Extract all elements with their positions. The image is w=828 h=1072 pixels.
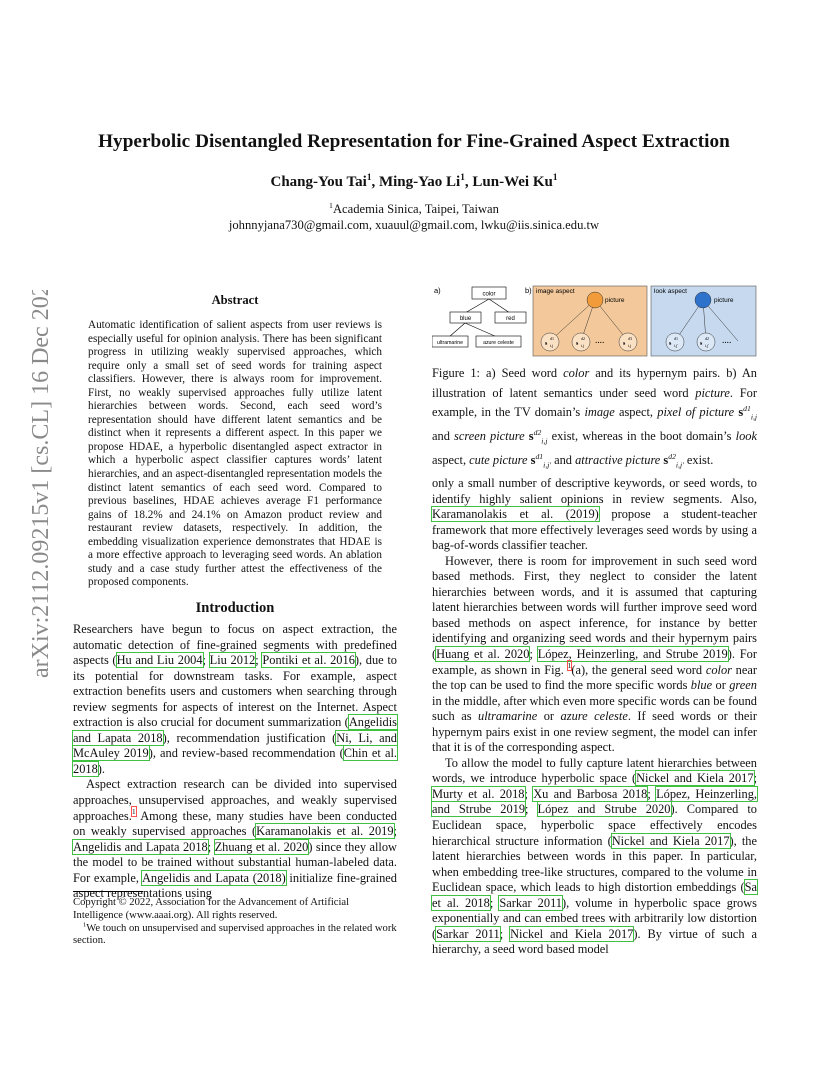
citation-link[interactable]: Zhuang et al. 2020 [214, 839, 309, 854]
arxiv-stamp [18, 290, 58, 680]
citation-link[interactable]: Nickel and Kiela 2017 [510, 926, 634, 941]
copyright-note: Copyright © 2022, Association for the Advancement of Artificial Intelligence (www.aaai.org). All rights reserved. [73, 897, 350, 921]
right-paragraph-3: To allow the model to fully capture latent hierarchies between words, we introduce hyperbolic space (Nickel and Kiela 2017; Murty et al. 2018; Xu and Barbosa 2018; López, Heinzerling, and Strube 2019; López and Strube 2020). Compared to Euclidean space, hyperbolic space effectively encodes hierarchical structure information (Nickel and Kiela 2017), the latent hierarchies between words in this paper. In particular, when embedding tree-like structures, compared to the volume in Euclidean space, which leads to high distortion embeddings (Sa et al. 2018; Sarkar 2011), volume in hyperbolic space grows exponentially and can embed trees with arbitrarily low distortion (Sarkar 2011; Nickel and Kiela 2017). By virtue of such a hierarchy, a seed word based model [432, 755, 758, 957]
citation-link[interactable]: Huang et al. 2020 [436, 647, 530, 662]
author-name: Chang-You Tai$^1$ [270, 173, 372, 190]
svg-text:s: s [576, 341, 579, 347]
citation-link[interactable]: Ni, Li, and McAuley 2019 [73, 730, 398, 761]
citation-link[interactable]: Sarkar 2011 [436, 926, 500, 941]
citation-link[interactable]: López and Strube 2020 [537, 802, 671, 817]
svg-text:s: s [623, 341, 626, 347]
citation-link[interactable]: Nickel and Kiela 2017 [636, 771, 754, 786]
citation-link[interactable]: Liu 2012 [209, 653, 256, 668]
citation-link[interactable]: Angelidis and Lapata 2018 [73, 715, 397, 745]
svg-text:look aspect: look aspect [654, 288, 687, 295]
panel-a-label: a) [434, 286, 441, 295]
figure-1 [432, 282, 757, 360]
math-symbol: $s^{d2}_{i,j'}$ [663, 452, 684, 470]
svg-text:ultramarine: ultramarine [437, 340, 463, 346]
affiliation: $^1$Academia Sinica, Taipei, Taiwan [329, 200, 499, 216]
intro-paragraph-2: Aspect extraction research can be divided into supervised approaches, unsupervised approaches, and weakly supervised approaches.$^1$ Among these, many studies have been conducted on weakly supervised approaches (Karamanolakis et al. 2019; Angelidis and Lapata 2018; Zhuang et al. 2020) since they allow the model to be trained without substantial human-labeled data. For example, Angelidis and Lapata (2018) initialize fine-grained aspect representations using [73, 777, 397, 901]
right-paragraph-1: only a small number of descriptive keywords, or seed words, to identify highly salient opinions in review segments. Also, Karamanolakis et al. (2019) propose a student-teacher framework that more effectively leverages seed words by using a bag-of-words classifier teacher. [432, 476, 758, 553]
svg-text:i,j: i,j [550, 343, 554, 348]
svg-text:d1: d1 [674, 336, 678, 341]
footnote-rule [73, 891, 143, 892]
author-list: Chang-You Tai$^1$, Ming-Yao Li$^1$, Lun-Wei Ku$^1$ [270, 173, 558, 190]
author-name: Ming-Yao Li$^1$ [378, 173, 465, 190]
svg-text:blue: blue [459, 316, 472, 322]
right-column-body [432, 476, 757, 958]
citation-link[interactable]: Nickel and Kiela 2017 [611, 833, 730, 848]
figure-1-caption: Figure 1: a) Seed word color and its hypernym pairs. b) An illustration of latent semantics under seed word picture. For example, in the TV domain’s image aspect, pixel of picture $s^{d1}_{i,j}$ and screen picture $s^{d2}_{i,j}$ exist, whereas in the boot domain’s look aspect, cute picture $s^{d1}_{i,j'}$ and attractive picture $s^{d2}_{i,j'}$ exist. [432, 366, 757, 470]
citation-link[interactable]: Pontiki et al. 2016 [262, 653, 355, 668]
citation-link[interactable]: Murty et al. 2018 [432, 786, 525, 801]
abstract-heading: Abstract [211, 293, 259, 307]
reference-link[interactable]: 1 [567, 661, 572, 671]
citation-link[interactable]: Angelidis and Lapata 2018 [73, 839, 208, 854]
svg-text:red: red [506, 316, 515, 322]
picture-node-look [695, 292, 711, 308]
picture-node-image [587, 292, 603, 308]
footnotes [73, 897, 397, 948]
svg-text:color: color [482, 291, 496, 298]
citation-link[interactable]: López, Heinzerling, and Strube 2019 [432, 786, 757, 817]
svg-text:d3: d3 [628, 336, 632, 341]
emails: johnnyjana730@gmail.com, xuauul@gmail.com, lwku@iis.sinica.edu.tw [228, 218, 600, 232]
introduction-heading: Introduction [195, 600, 275, 616]
footnote-1: $^1$We touch on unsupervised and supervised approaches in the related work section. [73, 921, 397, 947]
citation-link[interactable]: Xu and Barbosa 2018 [533, 786, 648, 801]
reference-link[interactable]: 1 [131, 807, 136, 817]
svg-text:d2: d2 [581, 336, 585, 341]
svg-text:image aspect: image aspect [536, 288, 575, 295]
citation-link[interactable]: Sa et al. 2018 [432, 880, 757, 910]
svg-text:picture: picture [605, 297, 625, 304]
citation-link[interactable]: Chin et al. 2018 [73, 746, 398, 776]
citation-link[interactable]: Karamanolakis et al. (2019) [432, 507, 599, 522]
citation-link[interactable]: Hu and Liu 2004 [116, 653, 203, 668]
citation-link[interactable]: Angelidis and Lapata (2018) [141, 870, 286, 885]
citation-link[interactable]: Karamanolakis et al. 2019 [256, 824, 394, 839]
author-name: Lun-Wei Ku$^1$ [472, 173, 558, 190]
svg-text:····: ···· [595, 339, 605, 347]
svg-text:i,j′: i,j′ [674, 343, 679, 348]
arxiv-id-text: arXiv:2112.09215v1 [cs.CL] 16 Dec 2021 [28, 290, 54, 678]
svg-text:i,j′: i,j′ [705, 343, 710, 348]
svg-text:azure celeste: azure celeste [483, 340, 514, 346]
paper-title: Hyperbolic Disentangled Representation for Fine-Grained Aspect Extraction [98, 131, 730, 152]
right-paragraph-2: However, there is room for improvement in such seed word based methods. First, they neglect to consider the latent hierarchies between words, and it is assumed that capturing latent hierarchies between words will further improve seed word based methods on aspect inference, for instance by better identifying and organizing seed words and their hypernym pairs (Huang et al. 2020; López, Heinzerling, and Strube 2019). For example, as shown in Fig. $^1$(a), the general seed word color near the top can be used to find the more specific words blue or green in the middle, after which even more specific words can be found such as ultramarine or azure celeste. If seed words or their hypernym pairs exist in one review segment, the model can infer that it is of the corresponding aspect. [432, 553, 758, 755]
math-symbol: $s^{d1}_{i,j'}$ [530, 452, 551, 470]
svg-text:i,j: i,j [628, 343, 632, 348]
svg-text:d1: d1 [550, 336, 554, 341]
panel-b-label: b) [525, 286, 532, 295]
affiliation-block [60, 201, 768, 233]
svg-text:d2: d2 [705, 336, 709, 341]
citation-link[interactable]: Sarkar 2011 [499, 895, 563, 910]
svg-text:s: s [545, 341, 548, 347]
svg-text:s: s [669, 341, 672, 347]
abstract-text: Automatic identification of salient aspects from user reviews is especially useful for opinion analysis. There has been significant progress in utilizing weakly supervised approaches, which require only a small set of seed words for training aspect classifiers. However, there is always room for improvement. First, no weakly supervised approaches fully utilize latent hierarchies between words. Second, each seed word’s representation should have different latent semantics and be distinct when it represents a different aspect. In this paper we propose HDAE, a hyperbolic disentangled aspect extractor in which a hyperbolic aspect classifier captures words’ latent hierarchies, and an aspect-disentangled representation models the distinct latent semantics of each seed word. Compared to previous baselines, HDAE achieves average F1 performance gains of 18.2% and 24.1% on Amazon product review and restaurant review datasets, respectively. In addition, the embedding visualization experience demonstrates that HDAE is a more effective approach to leveraging seed words. An ablation study and a case study further attest the effectiveness of the proposed components. [88, 319, 382, 589]
introduction-body [73, 622, 397, 902]
svg-text:i,j: i,j [581, 343, 585, 348]
svg-text:picture: picture [714, 297, 734, 304]
svg-text:····: ···· [722, 339, 732, 347]
math-symbol: $s^{d2}_{i,j}$ [528, 428, 548, 446]
intro-paragraph-1: Researchers have begun to focus on aspect extraction, the automatic detection of fine-grained segments with predefined aspects (Hu and Liu 2004; Liu 2012; Pontiki et al. 2016), due to its potential for downstream tasks. For example, aspect extraction benefits users and customers when searching through review segments for aspects of interest on the Internet. Aspect extraction is also crucial for document summarization (Angelidis and Lapata 2018), recommendation justification (Ni, Li, and McAuley 2019), and review-based recommendation (Chin et al. 2018). [73, 622, 398, 776]
math-symbol: $s^{d1}_{i,j}$ [738, 404, 757, 422]
citation-link[interactable]: López, Heinzerling, and Strube 2019 [537, 647, 728, 662]
svg-text:s: s [700, 341, 703, 347]
